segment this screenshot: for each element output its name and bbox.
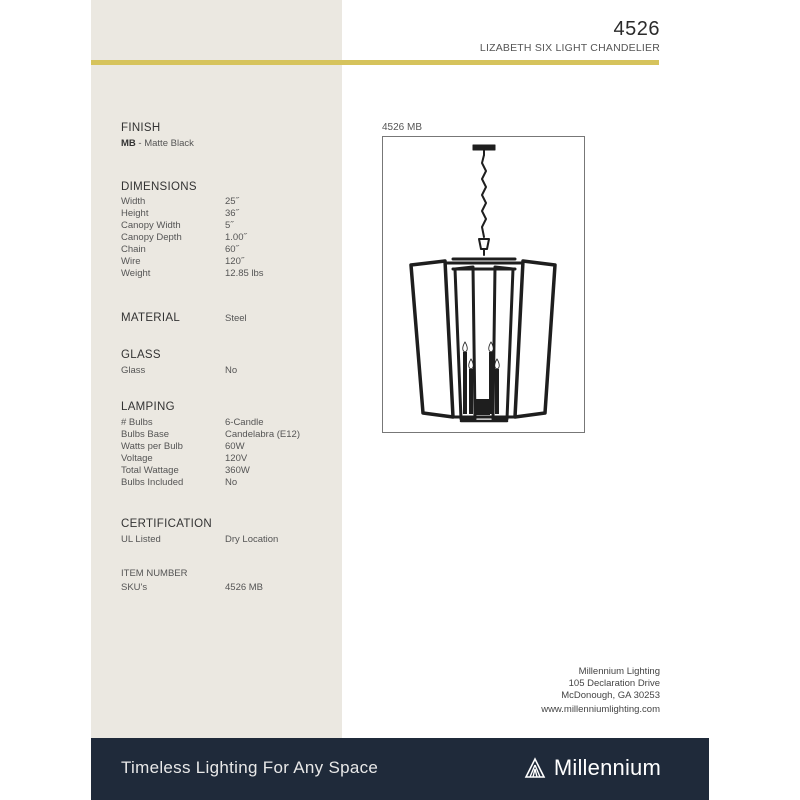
finish-title: FINISH (121, 122, 161, 134)
lamping-label: # Bulbs (121, 417, 153, 428)
material-value: Steel (225, 313, 247, 324)
lamping-title: LAMPING (121, 401, 175, 413)
finish-value (121, 138, 194, 149)
dimension-value: 120˝ (225, 256, 245, 267)
dimensions-title: DIMENSIONS (121, 181, 197, 193)
finish-description: - Matte Black (135, 138, 194, 149)
dimension-label: Canopy Depth (121, 232, 182, 243)
company-city: McDonough, GA 30253 (561, 690, 660, 701)
company-name: Millennium Lighting (578, 666, 660, 677)
image-label: 4526 MB (382, 122, 423, 133)
dimension-value: 36˝ (225, 208, 239, 219)
dimension-value: 60˝ (225, 244, 239, 255)
dimension-label: Canopy Width (121, 220, 181, 231)
dimension-label: Width (121, 196, 146, 207)
dimension-value: 25˝ (225, 196, 239, 207)
material-title: MATERIAL (121, 312, 181, 324)
dimension-label: Weight (121, 268, 151, 279)
product-image-frame (382, 136, 585, 433)
lamping-label: Bulbs Included (121, 477, 184, 488)
lamping-label: Voltage (121, 453, 153, 464)
dimension-value: 12.85 lbs (225, 268, 264, 279)
dimension-label: Wire (121, 256, 141, 267)
lamping-label: Total Wattage (121, 465, 179, 476)
lamping-value: 360W (225, 465, 250, 476)
dimension-value: 1.00˝ (225, 232, 247, 243)
product-name: LIZABETH SIX LIGHT CHANDELIER (479, 42, 660, 54)
chandelier-illustration (383, 137, 584, 432)
finish-code: MB (121, 138, 136, 149)
sku-label: SKU's (121, 582, 148, 593)
header-divider (91, 60, 659, 65)
footer-banner (91, 738, 709, 800)
lamping-value: 60W (225, 441, 245, 452)
lamping-value: 6-Candle (225, 417, 264, 428)
certification-title: CERTIFICATION (121, 518, 213, 530)
dimension-label: Height (121, 208, 149, 219)
company-website-link[interactable]: www.millenniumlighting.com (541, 704, 660, 715)
millennium-logo-icon (524, 757, 546, 779)
glass-label: Glass (121, 365, 146, 376)
brand-logo (524, 755, 661, 781)
certification-label: UL Listed (121, 534, 161, 545)
dimension-label: Chain (121, 244, 146, 255)
lamping-value: Candelabra (E12) (225, 429, 300, 440)
lamping-value: No (225, 477, 238, 488)
sku-value: 4526 MB (225, 582, 264, 593)
dimension-value: 5˝ (225, 220, 234, 231)
glass-title: GLASS (121, 349, 161, 361)
company-street: 105 Declaration Drive (568, 678, 660, 689)
lamping-label: Bulbs Base (121, 429, 170, 440)
lamping-label: Watts per Bulb (121, 441, 183, 452)
model-number: 4526 (613, 18, 660, 40)
glass-value: No (225, 365, 238, 376)
lamping-value: 120V (225, 453, 248, 464)
certification-value: Dry Location (225, 534, 279, 545)
item-number-title: ITEM NUMBER (121, 568, 188, 579)
brand-name: Millennium (553, 755, 661, 780)
footer-tagline: Timeless Lighting For Any Space (121, 758, 379, 777)
